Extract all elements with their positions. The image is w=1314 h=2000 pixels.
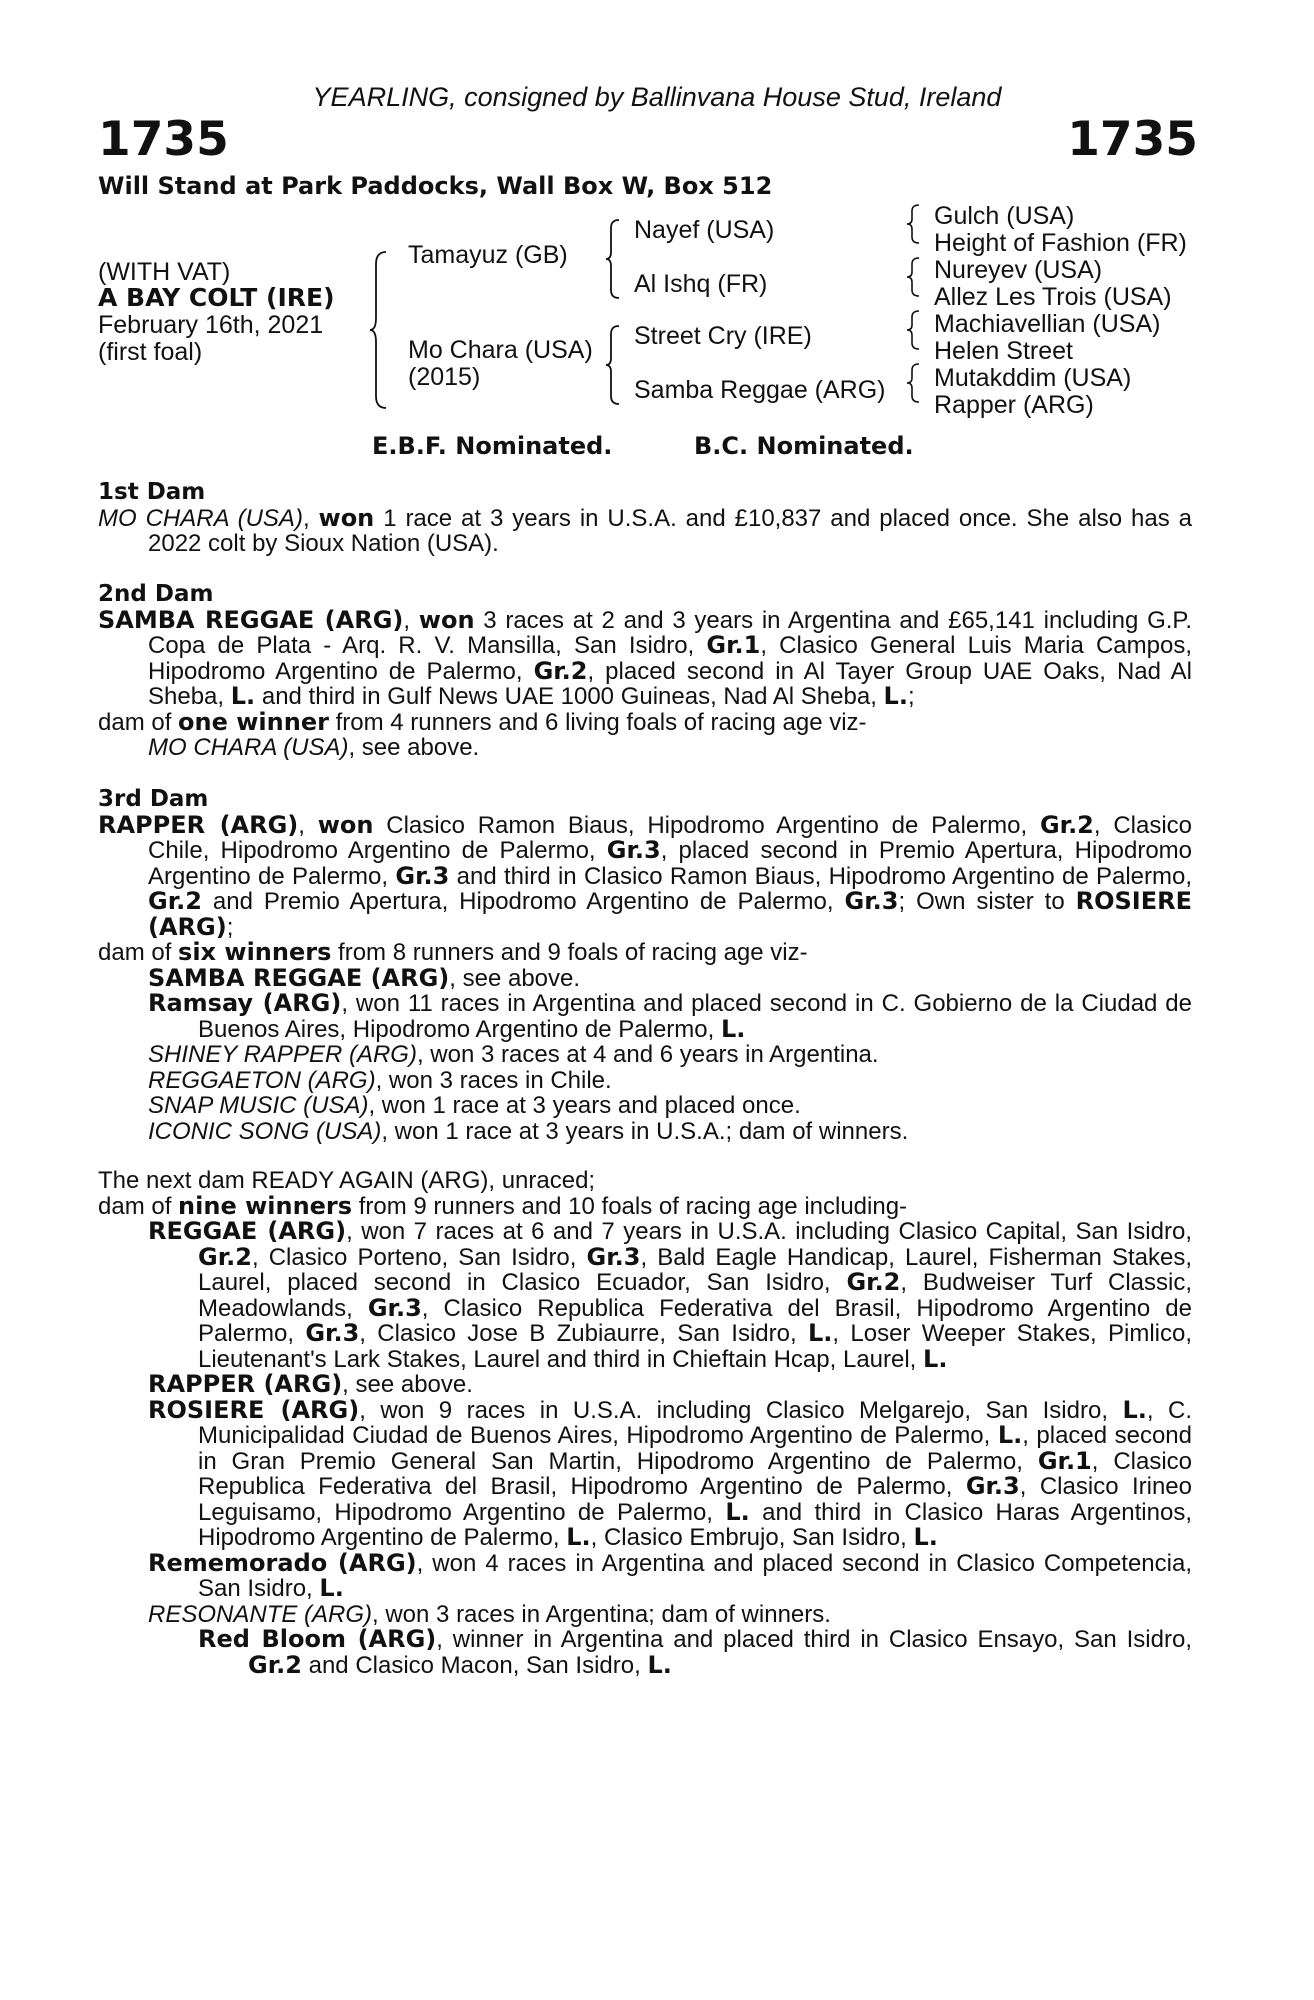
dam-sire: Street Cry (IRE) — [634, 322, 812, 350]
produce-record: , Loser Weeper Stakes, Pimlico, Lieutenant's Lark Stakes, Laurel and third in Chieftain Hcap, Laurel, — [198, 1320, 1193, 1373]
produce-name: Red Bloom (ARG) — [198, 1625, 437, 1653]
listed-badge: L. — [923, 1344, 948, 1373]
record-text: ; — [907, 683, 915, 710]
grade-badge: Gr.3 — [844, 887, 899, 915]
produce-record: , won 11 races in Argentina and placed second in C. Gobierno de la Ciudad de Buenos Aires, Hipodromo Argentino de Palermo, — [198, 990, 1192, 1043]
listed-badge: L. — [647, 1650, 672, 1679]
produce-record: , won 3 races at 4 and 6 years in Argentina. — [416, 1041, 879, 1068]
third-dam-name: RAPPER (ARG) — [98, 810, 299, 839]
produce-entry — [98, 1602, 1192, 1628]
second-dam-text: SAMBA REGGAE (ARG), won 3 races at 2 and 3 years in Argentina and £65,141 including G.P. Copa de Plata - Arq. R. V. Mansilla, San Isidro, Gr.1, Clasico General Luis Maria Campos, Hipodromo Argentino de Palermo, Gr.2, placed second in Al Tayer Group UAE Oaks, Nad Al Sheba, L. and third in Gulf News UAE 1000 Guineas, Nad Al Sheba, L.; — [98, 605, 1193, 710]
dam-dam: Samba Reggae (ARG) — [634, 376, 886, 404]
record-text: , placed second in Al Tayer Group UAE Oaks, Nad Al Sheba, — [148, 657, 1193, 710]
pedigree-brace-g4 — [907, 362, 921, 404]
produce-stats: from 4 runners and 6 living foals of racing age viz- — [335, 708, 867, 736]
grandsire-2: Nureyev (USA) — [934, 256, 1103, 284]
dam-of-label: dam of — [98, 939, 172, 966]
produce-name: ICONIC SONG (USA) — [148, 1117, 382, 1145]
grade-badge: Gr.2 — [533, 656, 588, 685]
produce-entry — [98, 1219, 1192, 1372]
produce-name: Ramsay (ARG) — [148, 989, 342, 1017]
second-dam-section — [98, 582, 1192, 761]
produce-record: , Clasico Embrujo, San Isidro, — [590, 1524, 907, 1551]
grandsire-1: Gulch (USA) — [934, 202, 1075, 230]
listed-badge: L. — [883, 682, 908, 710]
third-dam-produce-summary — [98, 940, 1192, 966]
first-dam-section — [98, 480, 1192, 557]
next-dam-section — [98, 1168, 1192, 1678]
grade-badge: Gr.1 — [1037, 1446, 1092, 1475]
grade-badge: Gr.2 — [148, 887, 202, 915]
produce-record: , Clasico Republica Federativa del Brasil, Hipodromo Argentino de Palermo, — [198, 1294, 1193, 1347]
grade-badge: Gr.1 — [706, 631, 761, 659]
grade-badge: Gr.2 — [198, 1242, 252, 1271]
produce-name: SNAP MUSIC (USA) — [148, 1092, 369, 1119]
ebf-nomination: E.B.F. Nominated. — [372, 432, 613, 460]
grandsire-4: Mutakddim (USA) — [934, 364, 1132, 392]
foaling-date: February 16th, 2021 — [98, 311, 324, 339]
bc-nomination: B.C. Nominated. — [694, 432, 914, 460]
horse-name: A BAY COLT (IRE) — [98, 283, 335, 312]
record-text: and third in Gulf News UAE 1000 Guineas, Nad Al Sheba, — [261, 683, 877, 710]
produce-name: RESONANTE (ARG) — [148, 1600, 373, 1628]
first-dam-text: MO CHARA (USA), won 1 race at 3 years in U.S.A. and £10,837 and placed once. She also has a 2022 colt by Sioux Nation (USA). — [98, 503, 1192, 557]
listed-badge: L. — [913, 1523, 938, 1551]
produce-name: SAMBA REGGAE (ARG) — [148, 963, 450, 992]
first-dam-name: MO CHARA (USA) — [98, 504, 303, 532]
produce-record: , Clasico Republica Federativa del Brasil, Hipodromo Argentino de Palermo, — [198, 1447, 1193, 1500]
second-dam-produce-summary — [98, 707, 1192, 736]
produce-stats: from 8 runners and 9 foals of racing age viz- — [338, 939, 808, 966]
winners-count: nine winners — [178, 1191, 353, 1220]
grade-badge: Gr.3 — [305, 1319, 360, 1347]
produce-name: ROSIERE (ARG) — [148, 1395, 360, 1424]
granddam-2: Allez Les Trois (USA) — [934, 283, 1172, 311]
record-text: and Premio Apertura, Hipodromo Argentino de Palermo, — [212, 888, 834, 915]
own-sister-name: ROSIERE (ARG) — [148, 887, 1193, 941]
produce-record: , Bald Eagle Handicap, Laurel, Fisherman Stakes, Laurel, placed second in Clasico Ecuador, San Isidro, — [198, 1243, 1192, 1296]
grade-badge: Gr.2 — [248, 1650, 302, 1679]
record-text: , Clasico Chile, Hipodromo Argentino de Palermo, — [148, 811, 1193, 864]
produce-record: , placed second in Gran Premio General San Martin, Hipodromo Argentino de Palermo, — [198, 1422, 1192, 1475]
produce-entry — [98, 963, 1192, 992]
granddam-3: Helen Street — [934, 337, 1073, 365]
record-text: , Clasico General Luis Maria Campos, Hipodromo Argentino de Palermo, — [148, 632, 1192, 685]
produce-record: and third in Clasico Haras Argentinos, Hipodromo Argentino de Palermo, — [198, 1498, 1193, 1551]
sire-dam: Al Ishq (FR) — [634, 270, 768, 298]
produce-entry — [98, 1372, 1192, 1398]
listed-badge: L. — [725, 1497, 750, 1526]
grandsire-3: Machiavellian (USA) — [934, 310, 1161, 338]
second-dam-name: SAMBA REGGAE (ARG) — [98, 605, 404, 634]
lot-number-left: 1735 — [98, 112, 229, 167]
pedigree-brace-main — [370, 250, 390, 410]
granddam-4: Rapper (ARG) — [934, 391, 1094, 419]
produce-record: , Clasico Porteno, San Isidro, — [251, 1243, 577, 1271]
produce-entry — [98, 1119, 1192, 1145]
record-text: Clasico Ramon Biaus, Hipodromo Argentino de Palermo, — [386, 811, 1028, 839]
third-dam-section — [98, 787, 1192, 1144]
third-dam-text: RAPPER (ARG), won Clasico Ramon Biaus, Hipodromo Argentino de Palermo, Gr.2, Clasico Chile, Hipodromo Argentino de Palermo, Gr.3, placed second in Premio Apertura, Hipodromo Argentino de Palermo, Gr.3 and third in Clasico Ramon Biaus, Hipodromo Argentino de Palermo, Gr.2 and Premio Apertura, Hipodromo Argentino de Palermo, Gr.3; Own sister to ROSIERE (ARG); — [98, 810, 1193, 941]
dam-year: (2015) — [408, 363, 481, 391]
produce-name: RAPPER (ARG) — [148, 1370, 343, 1398]
produce-name: REGGAETON (ARG) — [148, 1066, 376, 1094]
produce-record: , see above. — [342, 1371, 473, 1398]
produce-record: , Clasico Irineo Leguisamo, Hipodromo Argentino de Palermo, — [198, 1473, 1193, 1526]
produce-entry — [98, 1093, 1192, 1119]
record-text: ; — [898, 888, 906, 915]
grade-badge: Gr.3 — [606, 836, 661, 864]
own-sister-label: Own sister to — [916, 888, 1065, 915]
pedigree-brace-dam — [606, 324, 622, 406]
produce-name: SHINEY RAPPER (ARG) — [148, 1041, 417, 1068]
grade-badge: Gr.3 — [395, 861, 450, 890]
produce-record: , won 7 races at 6 and 7 years in U.S.A. including Clasico Capital, San Isidro, — [346, 1218, 1192, 1245]
produce-record: , see above. — [449, 964, 581, 992]
record-text: ; — [226, 913, 234, 941]
produce-record: , won 9 races in U.S.A. including Clasico Melgarejo, San Isidro, — [359, 1396, 1108, 1424]
grade-badge: Gr.2 — [846, 1268, 901, 1296]
vat-note: (WITH VAT) — [98, 258, 231, 286]
listed-badge: L. — [997, 1421, 1023, 1449]
produce-entry — [98, 735, 1192, 761]
produce-name: MO CHARA (USA) — [148, 734, 349, 761]
granddam-1: Height of Fashion (FR) — [934, 229, 1187, 257]
grade-badge: Gr.3 — [367, 1293, 422, 1322]
lot-number-right: 1735 — [1067, 112, 1198, 167]
first-dam-record: 1 race at 3 years in U.S.A. and £10,837 and placed once. She also has a 2022 colt by Sioux Nation (USA). — [148, 504, 1192, 557]
produce-entry — [98, 1627, 1192, 1678]
first-dam-heading: 1st Dam — [98, 479, 206, 505]
won-label: won — [317, 810, 374, 839]
sire-name: Tamayuz (GB) — [408, 241, 568, 269]
produce-entry — [98, 1068, 1192, 1094]
grade-badge: Gr.2 — [1039, 810, 1094, 839]
produce-stats: from 9 runners and 10 foals of racing age including- — [358, 1192, 908, 1220]
winners-count: six winners — [178, 938, 332, 966]
produce-record: , won 1 race at 3 years in U.S.A.; dam of winners. — [381, 1117, 909, 1145]
dam-of-label: dam of — [98, 708, 172, 736]
dam-of-label: dam of — [98, 1192, 172, 1220]
listed-badge: L. — [720, 1014, 746, 1043]
record-text: and third in Clasico Ramon Biaus, Hipodromo Argentino de Palermo, — [456, 862, 1193, 890]
record-text: , placed second in Premio Apertura, Hipodromo Argentino de Palermo, — [148, 837, 1193, 890]
pedigree-brace-sire — [606, 218, 622, 300]
foal-note: (first foal) — [98, 338, 203, 366]
produce-name: Rememorado (ARG) — [148, 1548, 417, 1577]
next-dam-intro: The next dam READY AGAIN (ARG), unraced; — [98, 1167, 596, 1194]
listed-badge: L. — [230, 682, 256, 710]
dam-name: Mo Chara (USA) — [408, 336, 593, 364]
produce-record: , Clasico Jose B Zubiaurre, San Isidro, — [359, 1320, 797, 1347]
grade-badge: Gr.3 — [586, 1242, 641, 1271]
listed-badge: L. — [566, 1523, 591, 1551]
produce-record: , winner in Argentina and placed third in Clasico Ensayo, San Isidro, — [436, 1626, 1192, 1653]
next-dam-produce-summary — [98, 1191, 1192, 1220]
pedigree-brace-g1 — [907, 203, 921, 245]
consignor-line: YEARLING, consigned by Ballinvana House Stud, Ireland — [312, 82, 1002, 112]
pedigree-brace-g3 — [907, 309, 921, 351]
produce-record: , Budweiser Turf Classic, Meadowlands, — [198, 1269, 1193, 1322]
listed-badge: L. — [807, 1319, 833, 1347]
produce-entry — [98, 991, 1192, 1042]
listed-badge: L. — [1122, 1395, 1147, 1424]
produce-record: , won 3 races in Chile. — [375, 1066, 612, 1094]
listed-badge: L. — [319, 1574, 344, 1602]
stand-location: Will Stand at Park Paddocks, Wall Box W, Box 512 — [98, 172, 773, 200]
won-label: won — [418, 605, 475, 634]
produce-entry — [98, 1548, 1192, 1602]
produce-record: , won 3 races in Argentina; dam of winners. — [372, 1600, 831, 1628]
produce-entry — [98, 1042, 1192, 1068]
produce-name: REGGAE (ARG) — [148, 1217, 347, 1245]
won-label: won — [318, 503, 375, 532]
grade-badge: Gr.3 — [965, 1472, 1020, 1500]
produce-record: , won 1 race at 3 years and placed once. — [368, 1092, 801, 1119]
pedigree-brace-g2 — [907, 256, 921, 298]
sire-sire: Nayef (USA) — [634, 216, 775, 244]
produce-record: and Clasico Macon, San Isidro, — [308, 1651, 641, 1679]
produce-entry — [98, 1395, 1193, 1551]
produce-record: , won 4 races in Argentina and placed second in Clasico Competencia, San Isidro, — [198, 1549, 1192, 1602]
winners-count: one winner — [178, 707, 329, 736]
produce-record: , C. Municipalidad Ciudad de Buenos Aires, Hipodromo Argentino de Palermo, — [198, 1396, 1192, 1449]
second-dam-heading: 2nd Dam — [98, 581, 214, 607]
record-text: 3 races at 2 and 3 years in Argentina and £65,141 including G.P. Copa de Plata - Arq. R. V. Mansilla, San Isidro, — [148, 606, 1192, 659]
produce-record: , see above. — [348, 734, 480, 761]
third-dam-heading: 3rd Dam — [98, 786, 209, 812]
